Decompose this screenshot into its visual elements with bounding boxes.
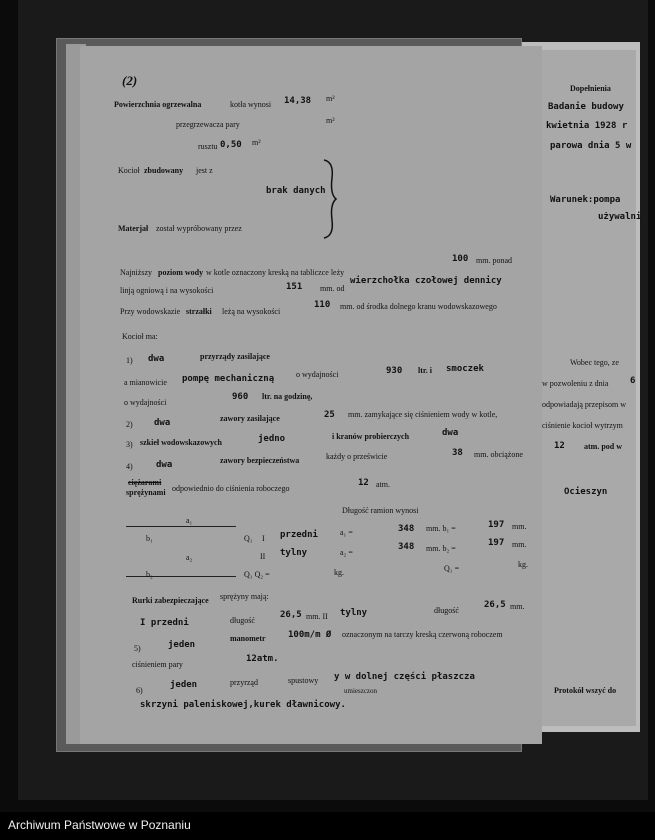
label: w kotle oznaczony kreską na tabliczce leży (206, 268, 345, 277)
typed-value: jeden (170, 680, 198, 690)
label: kotła wynosi (230, 100, 272, 109)
typed-value: brak danych (266, 186, 326, 196)
label: mm. b₂ = (426, 544, 456, 553)
label: Q₁ = (444, 564, 460, 573)
label: jest z (196, 166, 213, 175)
typed-value: 25 (324, 410, 335, 420)
typed-value: 26,5 (280, 610, 302, 620)
typed-value: I przedni (140, 618, 189, 628)
unit: kg. (518, 560, 528, 569)
label: a₂ = (340, 548, 353, 557)
label: i kranów probierczych (332, 432, 410, 441)
label: przyrząd (230, 678, 258, 687)
typed-value: 100 (452, 254, 469, 264)
right-line: używalni (598, 212, 642, 222)
lever-number: I (262, 534, 265, 543)
diagram-label: Q₁ (244, 534, 253, 543)
item-number: 5) (134, 644, 141, 653)
diagram-label: b₁ (146, 534, 153, 543)
typed-value: 348 (398, 524, 415, 534)
typed-value: 38 (452, 448, 463, 458)
label: mm. b₁ = (426, 524, 456, 533)
label: Kocioł ma: (122, 332, 158, 341)
label: mm. ponad (476, 256, 512, 265)
label: szkieł wodowskazowych (140, 438, 223, 447)
label: umieszczon (344, 687, 378, 695)
right-line: kwietnia 1928 r (546, 121, 628, 131)
right-line: Wobec tego, ze (570, 358, 619, 367)
label: Rurki zabezpieczające (132, 596, 209, 605)
typed-value: 151 (286, 282, 303, 292)
archive-footer (0, 812, 655, 840)
label: ltr. na godzinę, (262, 392, 313, 401)
label: sprężynami (126, 488, 166, 497)
label: sprężyny mają: (220, 592, 269, 601)
typed-value: dwa (156, 460, 173, 470)
typed-value: 110 (314, 300, 331, 310)
typed-value: pompę mechaniczną (182, 374, 275, 384)
typed-value: 100m/m Ø (288, 630, 332, 640)
label: mm. zamykające się ciśnieniem wody w kotle, (348, 410, 498, 419)
right-line: atm. pod w (584, 442, 623, 451)
label: ciśnieniem pary (132, 660, 183, 669)
unit: mm. (512, 540, 527, 549)
label: przyrządy zasilające (200, 352, 270, 361)
brace (320, 158, 340, 240)
unit: m² (326, 94, 335, 103)
label: a₁ = (340, 528, 353, 537)
typed-value: 14,38 (284, 96, 312, 106)
label: przegrzewacza pary (176, 120, 240, 129)
label: linją ogniową i na wysokości (120, 286, 214, 295)
right-page-body (532, 50, 642, 726)
right-value: 12 (554, 441, 565, 451)
typed-value: 12 (358, 478, 369, 488)
typed-value: 12atm. (246, 654, 279, 664)
label: długość (230, 616, 255, 625)
typed-value: wierzchołka czołowej dennicy (350, 276, 502, 286)
typed-value: 0,50 (220, 140, 242, 150)
label: mm. obciążone (474, 450, 523, 459)
typed-value: 197 (488, 538, 505, 548)
typed-value: skrzyni paleniskowej,kurek dławnicowy. (140, 700, 346, 710)
typed-value: jeden (168, 640, 196, 650)
label: każdy o prześwicie (326, 452, 388, 461)
right-heading: Dopełnienia (570, 84, 611, 93)
diagram-label: b₂ (146, 570, 153, 579)
document-page (80, 46, 542, 744)
footer-caption: Archiwum Państwowe w Poznaniu (8, 818, 191, 832)
typed-value: 26,5 (484, 600, 506, 610)
label: zawory zasilające (220, 414, 280, 423)
label: o wydajności (296, 370, 339, 379)
label: o wydajności (124, 398, 167, 407)
label: Najniższy (120, 268, 152, 277)
label: długość (434, 606, 459, 615)
diagram-line (126, 576, 236, 577)
label: zbudowany (144, 166, 184, 175)
diagram-label: a₂ (186, 553, 193, 562)
item-number: 2) (126, 420, 133, 429)
typed-value: jedno (258, 434, 286, 444)
lever-number: II (260, 552, 266, 561)
diagram-line (126, 526, 236, 527)
right-line: Badanie budowy (548, 102, 624, 112)
item-number: 6) (136, 686, 143, 695)
unit: mm. (512, 522, 527, 531)
label: manometr (230, 634, 266, 643)
diagram-label: Q₁ Q₂ = (244, 570, 270, 579)
label: rusztu (198, 142, 218, 151)
unit: mm. (510, 602, 525, 611)
right-line: Warunek:pompa (550, 195, 621, 205)
item-number: 3) (126, 440, 133, 449)
item-number: 4) (126, 462, 133, 471)
diagram-label: a₁ (186, 516, 193, 525)
label: Powierzchnia ogrzewalna (114, 100, 202, 109)
typed-value: 197 (488, 520, 505, 530)
label: odpowiednio do ciśnienia roboczego (172, 484, 290, 493)
unit: atm. (376, 480, 390, 489)
label: Kocioł (118, 166, 140, 175)
label: mm. od środka dolnego kranu wodowskazowego (340, 302, 497, 311)
label: strzałki (186, 307, 212, 316)
label: poziom wody (158, 268, 204, 277)
typed-value: y w dolnej części płaszcza (334, 672, 475, 682)
page-number: (2) (122, 73, 138, 88)
label: Przy wodowskazie (120, 307, 181, 316)
unit: kg. (334, 568, 344, 577)
typed-value: 348 (398, 542, 415, 552)
typed-value: przedni (280, 530, 318, 540)
right-line: parowa dnia 5 w (550, 141, 632, 151)
typed-value: dwa (148, 354, 165, 364)
typed-value: smoczek (446, 364, 484, 374)
typed-value: dwa (442, 428, 459, 438)
typed-value: tylny (340, 608, 368, 618)
item-number: 1) (126, 356, 133, 365)
typed-value: tylny (280, 548, 308, 558)
unit: m² (252, 138, 261, 147)
label: mm. od (320, 284, 345, 293)
typed-value: 960 (232, 392, 249, 402)
label: ltr. i (418, 366, 432, 375)
label: oznaczonym na tarczy kreską czerwoną roboczem (342, 630, 503, 639)
typed-value: dwa (154, 418, 171, 428)
label: zawory bezpieczeństwa (220, 456, 300, 465)
unit: m² (326, 116, 335, 125)
typed-value: 930 (386, 366, 403, 376)
label: Materjał (118, 224, 149, 233)
right-line: ciśnienie kocioł wytrzym (542, 421, 623, 430)
label: Długość ramion wynosi (342, 506, 419, 515)
right-place: Ocieszyn (564, 487, 608, 497)
label: mm. II (306, 612, 328, 621)
label: spustowy (288, 676, 319, 685)
struck-word: ciężarami (128, 478, 162, 487)
right-line: w pozwoleniu z dnia (542, 379, 609, 388)
label: a mianowicie (124, 378, 167, 387)
right-line: odpowiadają przepisom w (542, 400, 626, 409)
right-line: Protokół wszyć do (554, 686, 617, 695)
right-value: 6 (630, 376, 636, 386)
label: leżą na wysokości (222, 307, 281, 316)
label: został wypróbowany przez (156, 224, 242, 233)
